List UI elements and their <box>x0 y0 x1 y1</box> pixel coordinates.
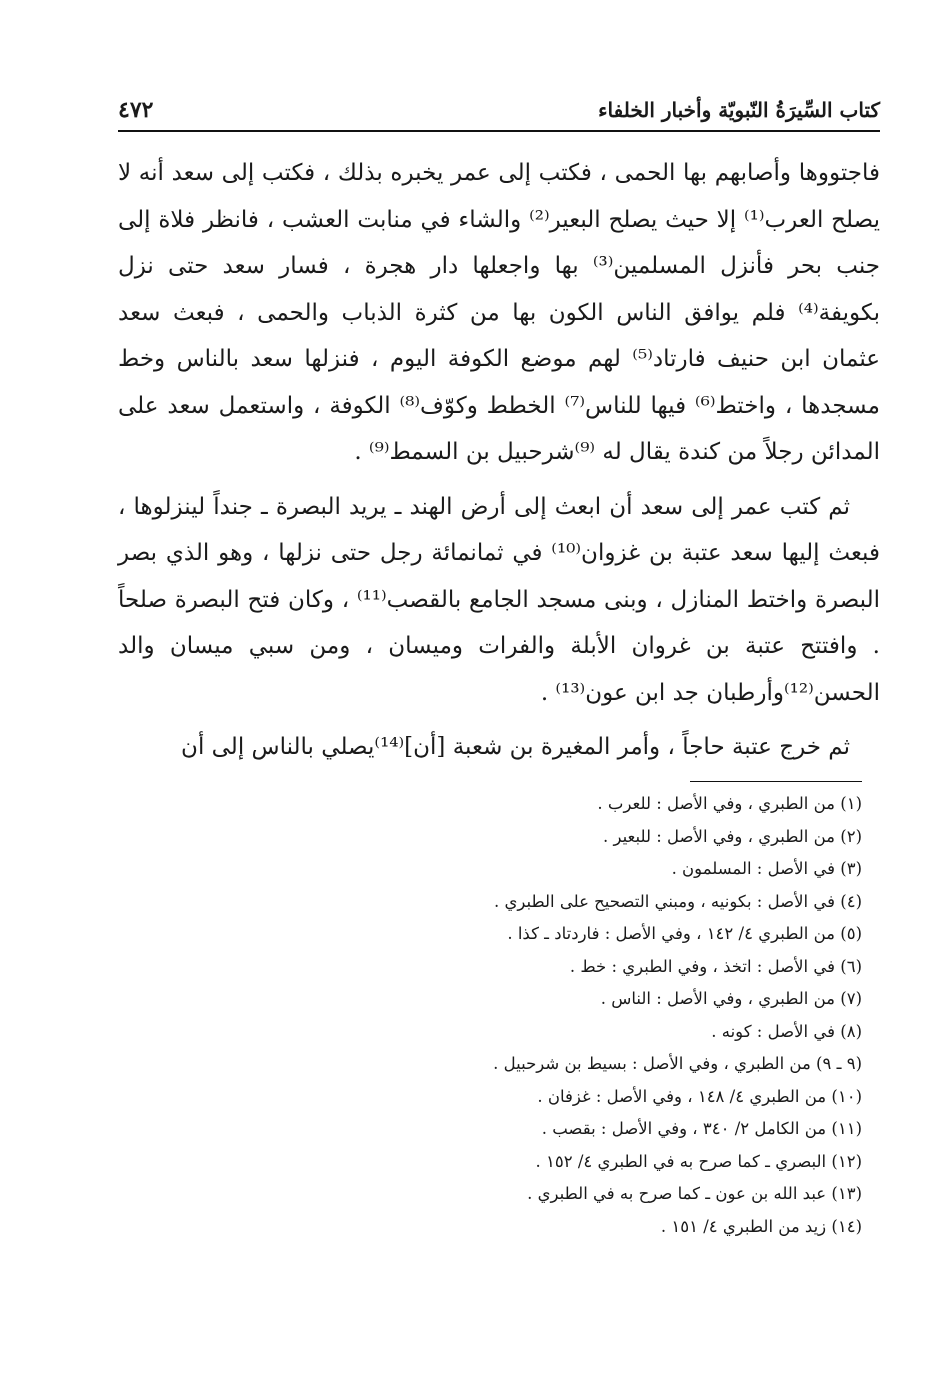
footnote: (١١) من الكامل ٢/ ٣٤٠ ، وفي الأصل : بقصب . <box>541 1119 862 1138</box>
footnote: (١٢) البصري ـ كما صرح به في الطبري ٤/ ١٥٢ . <box>535 1151 862 1171</box>
paragraph: ثم خرج عتبة حاجاً ، وأمر المغيرة بن شعبة [أن]⁽¹⁴⁾يصلي بالناس إلى أن <box>181 734 850 760</box>
footnote: (٦) في الأصل : اتخذ ، وفي الطبري : خط . <box>569 956 862 976</box>
footnote: (٧) من الطبري ، وفي الأصل : الناس . <box>600 989 862 1008</box>
footnote: (٥) من الطبري ٤/ ١٤٢ ، وفي الأصل : فاردتاد ـ كذا . <box>507 924 862 943</box>
paragraph: فاجتووها وأصابهم بها الحمى ، فكتب إلى عمر يخبره بذلك ، فكتب إلى سعد أنه لا يصلح العرب⁽¹⁾ إلا حيث يصلح البعير⁽²⁾ والشاء في منابت العشب ، فانظر فلاة إلى جنب بحر فأنزل المسلمين⁽³⁾ بها واجعلها دار هجرة ، فسار سعد حتى نزل بكويفة⁽⁴⁾ فلم يوافق الناس الكون بها من كثرة الذباب والحمى ، فبعث سعد عثمان ابن حنيف فارتاد⁽⁵⁾ لهم موضع الكوفة اليوم ، فنزلها سعد بالناس وخط مسجدها ، واختط⁽⁶⁾ فيها للناس⁽⁷⁾ الخطط وكوّف⁽⁸⁾ الكوفة ، واستعمل سعد على المدائن رجلاً من كندة يقال له ⁽⁹⁾شرحبيل بن السمط⁽⁹⁾ . <box>118 160 881 465</box>
header-rule <box>118 130 880 132</box>
footnote: (٩ ـ ٩) من الطبري ، وفي الأصل : بسيط بن شرحبيل . <box>493 1054 862 1073</box>
footnote: (٨) في الأصل : كونه . <box>711 1021 862 1041</box>
footnote: (١٣) عبد الله بن عون ـ كما صرح به في الطبري . <box>527 1184 862 1203</box>
footnote: (١) من الطبري ، وفي الأصل : للعرب . <box>597 794 862 813</box>
page-number: ٤٧٢ <box>118 97 154 123</box>
running-header <box>118 92 880 128</box>
footnotes <box>118 788 862 1243</box>
paragraph: ثم كتب عمر إلى سعد أن ابعث إلى أرض الهند ـ يريد البصرة ـ جنداً لينزلوها ، فبعث إليها سعد عتبة بن غزوان⁽¹⁰⁾ في ثمانمائة رجل حتى نزلها ، وهو الذي بصر البصرة واختط المنازل ، وبنى مسجد الجامع بالقصب⁽¹¹⁾ ، وكان فتح البصرة صلحاً . وافتتح عتبة بن غروان الأبلة والفرات وميسان ، ومن سبي ميسان والد الحسن⁽¹²⁾وأرطبان جد ابن عون⁽¹³⁾ . <box>118 493 881 706</box>
footnote: (٤) في الأصل : بكونيه ، ومبني التصحيح على الطبري . <box>493 891 862 911</box>
footnote-rule <box>690 781 862 782</box>
footnote: (٢) من الطبري ، وفي الأصل : للبعير . <box>602 826 862 846</box>
book-title: كتاب السِّيرَةُ النّبويّة وأخبار الخلفاء <box>598 98 880 122</box>
footnote: (١٠) من الطبري ٤/ ١٤٨ ، وفي الأصل : غزفان . <box>537 1086 862 1106</box>
footnote: (١٤) زيد من الطبري ٤/ ١٥١ . <box>660 1216 862 1236</box>
footnote: (٣) في الأصل : المسلمون . <box>671 859 862 878</box>
main-text <box>118 150 880 771</box>
